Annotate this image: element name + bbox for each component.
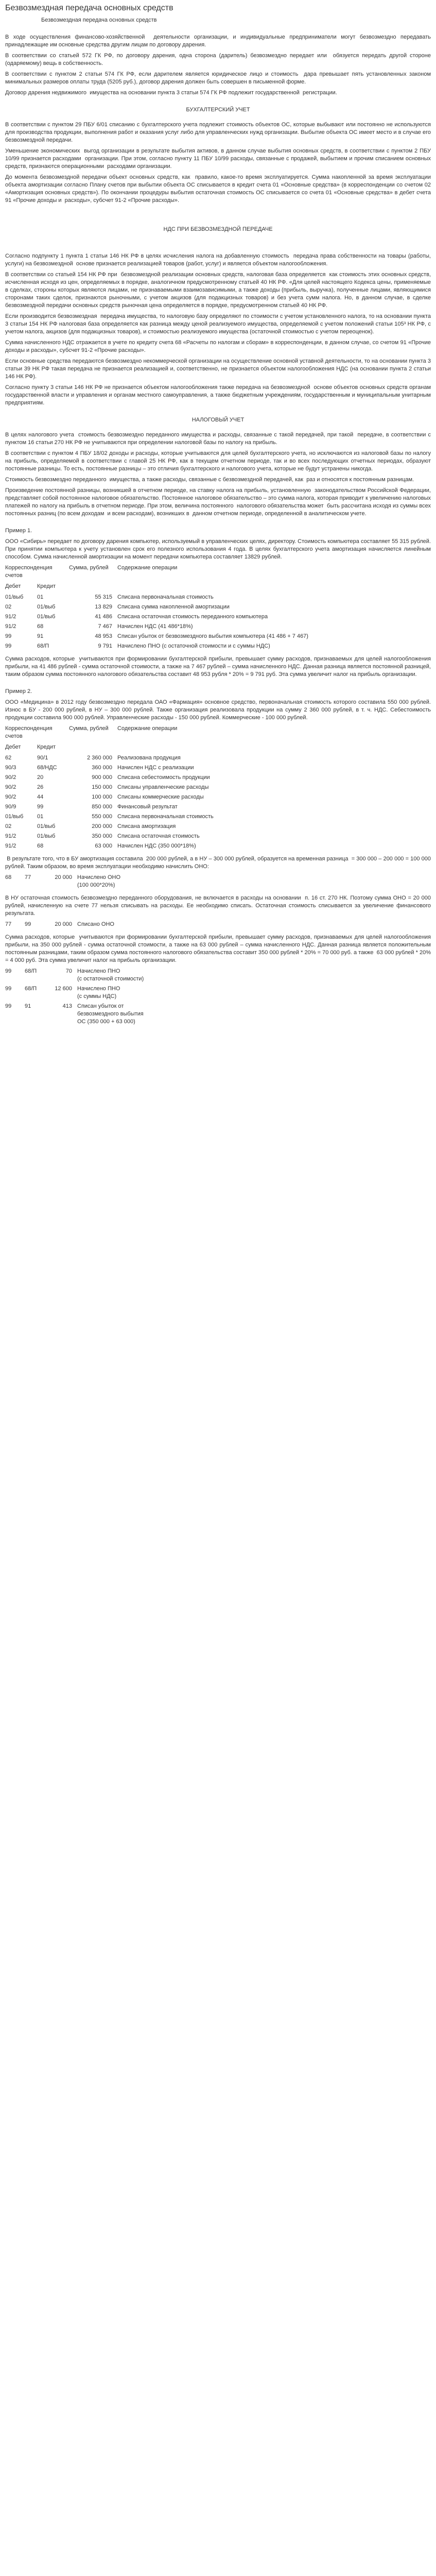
table-row (5, 813, 431, 821)
amount-cell: 70 (65, 968, 72, 974)
debit-cell: 99 (5, 1003, 12, 1009)
amount-cell: 360 000 (92, 765, 112, 771)
example2-mid3: Сумма расходов, которые учитываются при формировании бухгалтерской прибыли, превышает сумму расходов, признаваемых для целей налогообложения прибыли, на 350 000 рублей - сумма остаточной стоимости, а также на 63 000 рублей – сумма начисленного НДС. Данная разница является положительным постоянным разницами, таким образом сумма постоянного налогового обязательства составит 350 000 рублей * 20% = 70 000 руб. а также 63 000 рублей * 20% = 4 000 руб. Эта сумма увеличит налог на прибыль организации. (5, 934, 434, 963)
table-row (5, 793, 431, 801)
description-cell: Списано ОНО (77, 921, 114, 927)
description-cell: Списана амортизация (117, 823, 176, 829)
table-row (5, 633, 431, 640)
debit-cell: 02 (5, 604, 12, 610)
paragraph: Согласно пункту 3 статьи 146 НК РФ не признается объектом налогообложения также передача на безвозмездной основе объектов основных средств органам государственной власти и управления и органам местного самоуправления, а также бюджетным учреждениям, государственным и муниципальным унитарным предприятиям. (5, 384, 433, 406)
table-row (5, 594, 431, 601)
debit-cell: 90/9 (5, 804, 16, 810)
debit-cell: 90/2 (5, 794, 16, 800)
table-header-row (5, 564, 431, 580)
debit-cell: 91/2 (5, 833, 16, 839)
intro-paragraph: Договор дарения недвижимого имущества на основании пункта 3 статьи 574 ГК РФ подлежит государственной регистрации. (5, 90, 337, 96)
description-cell: Начислен НДС (350 000*18%) (117, 843, 196, 849)
amount-cell: 55 315 (95, 594, 112, 600)
description-cell: Начислен НДС (41 486*18%) (117, 623, 193, 630)
description-cell: Списана первоначальная стоимость (117, 594, 214, 600)
table-row (5, 774, 431, 782)
table-row (5, 642, 431, 650)
entry-row (5, 921, 431, 928)
description-cell: Списаны коммерческие расходы (117, 794, 204, 800)
column-header: Корреспонденция счетов (5, 725, 53, 739)
paragraph (5, 210, 431, 216)
table-row (5, 603, 431, 611)
document-subtitle: Безвозмездная передача основных средств (41, 17, 157, 23)
description-cell: Списана первоначальная стоимость (117, 814, 214, 820)
example2-entries-3 (5, 968, 431, 1026)
debit-cell: 99 (5, 986, 12, 992)
paragraph: В целях налогового учета стоимость безвозмездно переданного имущества и расходы, связанные с такой передачей, при такой передаче, в соответствии с пунктом 16 статьи 270 НК РФ не учитываются при определении налоговой базы по налогу на прибыль. (5, 432, 433, 446)
paragraph: Если производится безвозмездная передача имущества, то налоговую базу определяют по стоимости с учетом установленного налога, то на основании пункта 3 статьи 154 НК РФ налоговая база определяется как разница между ценой реализуемого имущества, определяемой с учетом положений статьи 105³ НК РФ, с учетом налога, акцизов (для подакцизных товаров), и стоимостью реализуемого имущества (остаточной стоимостью с учетом переоценок). (5, 313, 433, 335)
debit-cell: 02 (5, 823, 12, 829)
credit-cell: 20 (37, 774, 44, 781)
table-row (5, 613, 431, 621)
description-cell: Списана остаточная стоимость переданного компьютера (117, 614, 268, 620)
column-header: Сумма, рублей (69, 725, 109, 732)
description-cell: Начислено ПНО (с суммы НДС) (77, 986, 120, 999)
table-subheader-row (5, 583, 431, 590)
paragraph (5, 241, 431, 247)
column-header: Сумма, рублей (69, 565, 109, 571)
column-header: Корреспонденция счетов (5, 565, 53, 579)
intro-paragraph: В ходе осуществления финансово-хозяйственной деятельности организации, и индивидуальные предприниматели могут безвозмездно передавать принадлежащие им основные средства другим лицам по договору дарения. (5, 34, 433, 48)
table-row (5, 764, 431, 772)
credit-cell: 99 (25, 921, 31, 927)
paragraph: Согласно подпункту 1 пункта 1 статьи 146 НК РФ в целях исчисления налога на добавленную стоимость передача права собственности на товары (работы, услуги) на безвозмездной основе признается реализацией товаров (работ, услуг) и является объектом налогообложения. (5, 253, 433, 267)
tax-section (5, 431, 431, 518)
amount-cell: 350 000 (92, 833, 112, 839)
credit-cell: 77 (25, 874, 31, 880)
credit-cell: 91 (37, 633, 44, 639)
column-header: Содержание операции (117, 565, 178, 571)
table-header-row (5, 725, 431, 740)
paragraph: В соответствии с пунктом 4 ПБУ 18/02 доходы и расходы, которые учитываются для целей бухгалтерского учета, но исключаются из налоговой базы по налогу на прибыль, определяемой в соответствии с главой 25 НК РФ, как в текущем отчетном периоде, так и во всех последующих отчетных периодах, образуют постоянные разницы. То есть, постоянные разницы – это отличия бухгалтерского и налогового учета, которые не будут устранены никогда. (5, 450, 433, 472)
example2-entries-2 (5, 921, 431, 928)
debit-cell: 01/выб (5, 814, 24, 820)
credit-cell: 68 (37, 843, 44, 849)
credit-cell: 01 (37, 814, 44, 820)
debit-cell: 01/выб (5, 594, 24, 600)
example2-title: Пример 2. (5, 688, 32, 694)
table-subheader-row (5, 743, 431, 751)
credit-cell: 68 (37, 623, 44, 630)
debit-cell: 68 (5, 874, 12, 880)
example1-intro: ООО «Сибирь» передает по договору дарения компьютер, используемый в управленческих целях, директору. Стоимость компьютера составляет 55 315 рублей. При принятии компьютера к учету установлен срок его полезного использования 4 года. В целях бухгалтерского учета амортизация начисляется линейным способом. Сумма начисленной амортизации на момент передачи компьютера составляет 13829 рублей. (5, 538, 433, 560)
credit-cell: 01/выб (37, 833, 56, 839)
column-subheader: Дебет (5, 583, 21, 589)
intro-paragraph: В соответствии со статьей 572 ГК РФ, по договору дарения, одна сторона (даритель) безвозмездно передает или обязуется передать другой стороне (одаряемому) вещь в собственность. (5, 53, 433, 66)
example2-table (5, 725, 431, 850)
amount-cell: 550 000 (92, 814, 112, 820)
credit-cell: 44 (37, 794, 44, 800)
description-cell: Реализована продукция (117, 755, 181, 761)
credit-cell: 01/выб (37, 823, 56, 829)
section-heading-tax: НАЛОГОВЫЙ УЧЕТ (191, 417, 245, 423)
example1-table (5, 564, 431, 650)
table-row (5, 784, 431, 791)
debit-cell: 90/3 (5, 765, 16, 771)
example1-outro: Сумма расходов, которые учитываются при формировании бухгалтерской прибыли, превышает сумму расходов, признаваемых для целей налогообложения прибыли, на 41 486 рублей - сумма остаточной стоимости, а также на 7 467 рублей – сумма начисленного НДС. Данная разница является постоянной разницей, таким образом сумма постоянного налогового обязательства составит 48 953 рубля * 20% = 9 791 руб. Эта сумма увеличит налог на прибыль организации. (5, 656, 434, 677)
amount-cell: 41 486 (95, 614, 112, 620)
debit-cell: 90/2 (5, 774, 16, 781)
amount-cell: 900 000 (92, 774, 112, 781)
column-subheader: Дебет (5, 744, 21, 750)
description-cell: Списана остаточная стоимость (117, 833, 200, 839)
credit-cell: 26 (37, 784, 44, 790)
debit-cell: 62 (5, 755, 12, 761)
amount-cell: 100 000 (92, 794, 112, 800)
credit-cell: 01 (37, 594, 44, 600)
example2-intro: ООО «Медицина» в 2012 году безвозмездно передала ОАО «Фармация» основное средство, первоначальная стоимость которого составила 550 000 рублей. Износ в БУ - 200 000 рублей, в НУ – 300 000 рублей. Также организация реализовала продукции на сумму 2 360 000 рублей, в т. ч. НДС. Себестоимость продукции составила 900 000 рублей. Управленческие расходы - 150 000 рублей. Коммерческие - 100 000 рублей. (5, 699, 433, 721)
paragraph: Произведение постоянной разницы, возникшей в отчетном периоде, на ставку налога на прибыль, установленную законодательством Российской Федерации, представляет собой постоянное налоговое обязательство. Постоянное налоговое обязательство – это сумма налога, которая приводит к увеличению налоговых платежей по налогу на прибыль в отчетном периоде. При этом, величина постоянного налогового обязательства может быть рассчитана исходя из суммы всех постоянных разниц (по всем доходам и всем расходам), возникших в данном отчетном периоде, определенной в аналитическом учете. (5, 487, 433, 517)
amount-cell: 150 000 (92, 784, 112, 790)
table-row (5, 842, 431, 850)
amount-cell: 20 000 (55, 921, 72, 927)
paragraph: До момента безвозмездной передачи объект основных средств, как правило, какое-то время эксплуатируется. Сумма накопленной за время эксплуатации объекта амортизации согласно Плану счетов при выбытии объекта ОС списывается в кредит счета 01 «Основные средства» (в корреспонденции со счетом 02 «Амортизация основных средств»). По окончании процедуры выбытия остаточная стоимость ОС списывается со счета 01 «Основные средства» в дебет счета 91 «Прочие доходы и расходы», субсчет 91-2 «Прочие расходы». (5, 174, 433, 204)
debit-cell: 77 (5, 921, 12, 927)
table-row (5, 803, 431, 811)
accounting-section (5, 121, 431, 407)
column-subheader: Кредит (37, 583, 56, 589)
table-row (5, 623, 431, 631)
debit-cell: 91/2 (5, 614, 16, 620)
paragraph: В соответствии со статьей 154 НК РФ при безвозмездной реализации основных средств, налоговая база определяется как стоимость этих основных средств, исчисленная исходя из цен, определяемых в порядке, аналогичном предусмотренному статьей 40 НК РФ. «Для целей настоящего Кодекса цены, применяемые в сделках, стороны которых являются лицами, не признаваемыми взаимозависимыми, а также доходы (прибыль, выручка), полученные лицами, являющимися сторонами таких сделок, признаются рыночными, с учетом акцизов (для подакцизных товаров) и без учета сумм налога. Но, в данном случае, в сделке безвозмездной передачи основных средств рыночная цена определяется в порядке, предусмотренном статьей 40 НК РФ. (5, 272, 433, 309)
amount-cell: 9 791 (98, 643, 112, 649)
table-row (5, 823, 431, 831)
debit-cell: 99 (5, 968, 12, 974)
description-cell: Списаны управленческие расходы (117, 784, 209, 790)
example2-entries-1 (5, 874, 431, 889)
description-cell: Начислено ПНО (с остаточной стоимости) (77, 968, 144, 982)
amount-cell: 7 467 (98, 623, 112, 630)
table-row (5, 754, 431, 762)
document-title: Безвозмездная передача основных средств (5, 4, 173, 12)
paragraph: Сумма начисленного НДС отражается в учете по кредиту счета 68 «Расчеты по налогам и сборам» в корреспонденции, в данном случае, со счетом 91 «Прочие доходы и расходы», субсчет 91-2 «Прочие расходы». (5, 340, 433, 353)
entry-row (5, 874, 431, 889)
credit-cell: 68/П (37, 643, 49, 649)
credit-cell: 68/П (25, 986, 37, 992)
description-cell: Начислено ПНО (с остаточной стоимости и с суммы НДС) (117, 643, 270, 649)
credit-cell: 91 (25, 1003, 31, 1009)
paragraph: Стоимость безвозмездно переданного имущества, а также расходы, связанные с безвозмездной передачей, как раз и относятся к постоянным разницам. (5, 477, 414, 483)
amount-cell: 63 000 (95, 843, 112, 849)
paragraph: В соответствии с пунктом 29 ПБУ 6/01 списанию с бухгалтерского учета подлежит стоимость объектов ОС, которые выбывают или постоянно не используются для производства продукции, выполнения работ и оказания услуг либо для управленческих нужд организации. Выбытие объекта ОС имеет место и в случае его безвозмездной передачи. (5, 122, 433, 143)
credit-cell: 68/НДС (37, 765, 57, 771)
debit-cell: 99 (5, 643, 12, 649)
paragraph: Если основные средства передаются безвозмездно некоммерческой организации на осуществление основной уставной деятельности, то на основании пункта 3 статьи 39 НК РФ такая передача не признается реализацией и, соответственно, не признается объектом налогообложения НДС (на основании пункта 2 статьи 146 НК РФ). (5, 358, 433, 380)
amount-cell: 20 000 (55, 874, 72, 880)
column-subheader: Кредит (37, 744, 56, 750)
example2-mid2: В НУ остаточная стоимость безвозмездно переданного оборудования, не включается в расходы на основании п. 16 ст. 270 НК. Поэтому сумма ОНО = 20 000 рублей, начисленную на счете 77 нельзя списывать на расходы. Ее необходимо списать. Остаточная стоимость списывается за увеличение финансового результата. (5, 895, 433, 917)
description-cell: Списана себестоимость продукции (117, 774, 210, 781)
entry-row (5, 985, 431, 1001)
intro-paragraph: В соответствии с пунктом 2 статьи 574 ГК РФ, если дарителем является юридическое лицо и стоимость дара превышает пять установленных законом минимальных размеров оплаты труда (5205 руб.), договор дарения должен быть совершен в письменной форме. (5, 71, 433, 85)
description-cell: Финансовый результат (117, 804, 178, 810)
credit-cell: 68/П (25, 968, 37, 974)
amount-cell: 13 829 (95, 604, 112, 610)
amount-cell: 12 600 (55, 986, 72, 992)
column-header: Содержание операции (117, 725, 178, 732)
description-cell: Начислен НДС с реализации (117, 765, 194, 771)
section-heading-accounting: БУХГАЛТЕРСКИЙ УЧЕТ (186, 107, 250, 113)
amount-cell: 200 000 (92, 823, 112, 829)
description-cell: Списана сумма накопленной амортизации (117, 604, 230, 610)
credit-cell: 90/1 (37, 755, 48, 761)
description-cell: Списан убыток от безвозмездного выбытия компьютера (41 486 + 7 467) (117, 633, 308, 639)
example2-mid1: В результате того, что в БУ амортизация составила 200 000 рублей, а в НУ – 300 000 рублей, образуется на временная разница = 300 000 – 200 000 = 100 000 рублей. Таким образом, во время эксплуатации необходимо начислить ОНО: (5, 856, 433, 870)
description-cell: Списан убыток от безвозмездного выбытия ОС (350 000 + 63 000) (77, 1003, 144, 1025)
amount-cell: 850 000 (92, 804, 112, 810)
credit-cell: 01/выб (37, 614, 56, 620)
amount-cell: 48 953 (95, 633, 112, 639)
debit-cell: 91/2 (5, 623, 16, 630)
amount-cell: 2 360 000 (87, 755, 112, 761)
example1-title: Пример 1. (5, 528, 32, 534)
credit-cell: 01/выб (37, 604, 56, 610)
table-row (5, 833, 431, 840)
debit-cell: 91/2 (5, 843, 16, 849)
section-heading: НДС ПРИ БЕЗВОЗМЕЗДНОЙ ПЕРЕДАЧЕ (163, 226, 273, 232)
document (0, 0, 436, 1052)
description-cell: Начислено ОНО (100 000*20%) (77, 874, 121, 888)
intro-block (5, 33, 431, 97)
amount-cell: 413 (62, 1003, 72, 1009)
debit-cell: 90/2 (5, 784, 16, 790)
paragraph: Уменьшение экономических выгод организации в результате выбытия активов, в данном случае выбытия основных средств, в соответствии с пунктом 2 ПБУ 10/99 признается расходами организации. При этом, согласно пункту 11 ПБУ 10/99 расходы, связанные с продажей, выбытием и прочим списанием основных средств, признаются операционными расходами организации. (5, 148, 433, 170)
entry-row (5, 1003, 431, 1026)
debit-cell: 99 (5, 633, 12, 639)
credit-cell: 99 (37, 804, 44, 810)
entry-row (5, 968, 431, 983)
